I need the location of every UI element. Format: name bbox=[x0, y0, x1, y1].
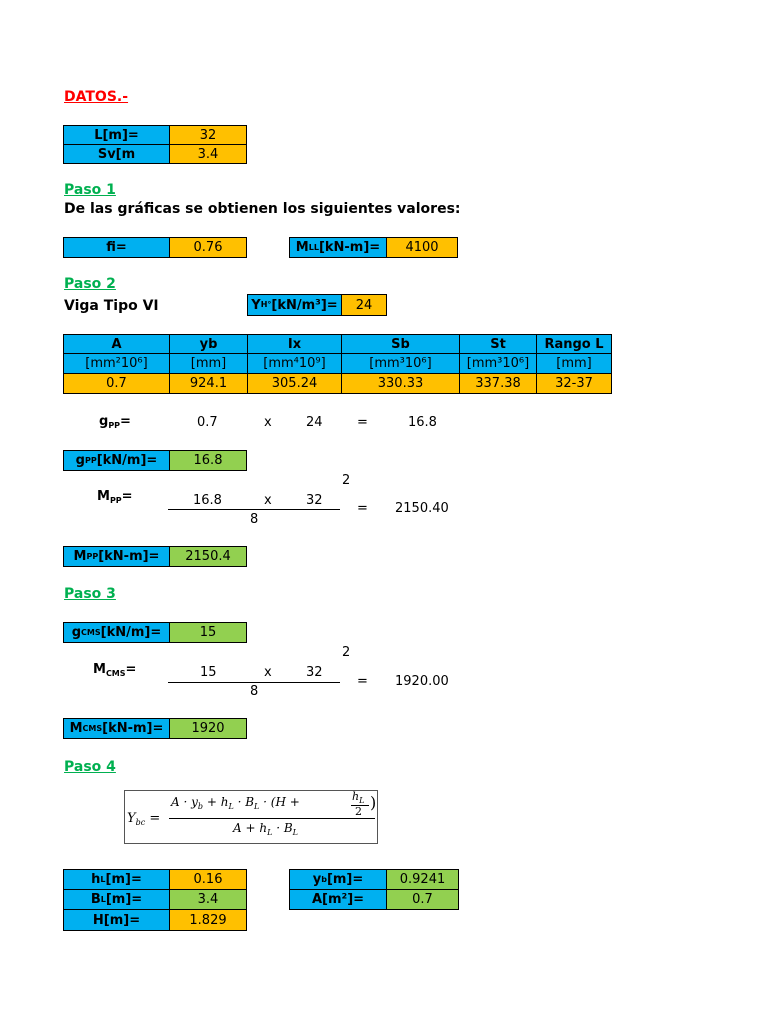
ybc-lhs-sub: bc bbox=[135, 818, 146, 827]
mcms-calc-main: M bbox=[93, 662, 106, 677]
table-header-yb: yb bbox=[169, 334, 248, 354]
gpp-calc-main: g bbox=[99, 414, 109, 429]
paso4-heading: Paso 4 bbox=[64, 759, 116, 775]
paso2-heading: Paso 2 bbox=[64, 276, 116, 292]
h-main: H bbox=[92, 912, 104, 928]
mcms-calc-equals: = bbox=[357, 674, 368, 689]
hl-unit: [m]= bbox=[105, 872, 142, 887]
mpp-fraction-line bbox=[168, 509, 340, 510]
mcms-calc-b: 32 bbox=[306, 665, 323, 680]
table-header-st: St bbox=[459, 334, 537, 354]
gpp-calc-sub: PP bbox=[108, 421, 121, 430]
h-value: 1.829 bbox=[169, 909, 247, 931]
table-unit-yb: [mm] bbox=[169, 353, 248, 374]
gcms-box-label bbox=[63, 622, 170, 643]
yb-unit: [m]= bbox=[326, 872, 364, 887]
datos-sv-label: Sv[m bbox=[63, 144, 170, 164]
mll-value: 4100 bbox=[386, 237, 458, 258]
ybc-lhs-main: Y bbox=[127, 811, 136, 826]
mpp-calc-den: 8 bbox=[250, 512, 259, 527]
yb-sub: b bbox=[321, 874, 327, 884]
gamma-main: Y bbox=[251, 297, 261, 313]
viga-tipo: Viga Tipo VI bbox=[64, 298, 159, 314]
mcms-calc-a: 15 bbox=[200, 665, 217, 680]
datos-sv-value: 3.4 bbox=[169, 144, 247, 164]
fi-value: 0.76 bbox=[169, 237, 247, 258]
fi-label: fi= bbox=[63, 237, 170, 258]
mcms-calc-exp: 2 bbox=[342, 645, 351, 660]
ybc-den-a: A + h bbox=[233, 821, 268, 835]
ybc-num-a: A · y bbox=[171, 795, 198, 809]
mll-label bbox=[289, 237, 387, 258]
mcms-calc-eq: = bbox=[125, 662, 137, 677]
ybc-num-bl: · B bbox=[233, 795, 255, 809]
ybc-frac-top-main: h bbox=[352, 790, 360, 803]
gpp-box-main: g bbox=[75, 453, 85, 468]
datos-l-label: L[m]= bbox=[63, 125, 170, 145]
table-value-a: 0.7 bbox=[63, 373, 170, 394]
mcms-calc-den: 8 bbox=[250, 684, 259, 699]
gcms-box-sub: CMS bbox=[81, 627, 101, 637]
yb-value: 0.9241 bbox=[386, 869, 459, 890]
gpp-calc-result: 16.8 bbox=[408, 415, 437, 430]
mpp-calc-label bbox=[97, 489, 133, 505]
h-label bbox=[63, 909, 170, 931]
gamma-sub: H° bbox=[260, 300, 272, 309]
mpp-calc-exp: 2 bbox=[342, 473, 351, 488]
mcms-box-label bbox=[63, 718, 170, 739]
mpp-box-label bbox=[63, 546, 170, 567]
ybc-num-sub-l2: L bbox=[254, 802, 260, 811]
paso3-heading: Paso 3 bbox=[64, 586, 116, 602]
paso1-heading: Paso 1 bbox=[64, 182, 116, 198]
gpp-box-value: 16.8 bbox=[169, 450, 247, 471]
mpp-box-unit: [kN-m]= bbox=[98, 549, 160, 564]
ybc-eq: = bbox=[149, 811, 161, 826]
ybc-frac-top-sub: L bbox=[359, 796, 365, 805]
table-value-ix: 305.24 bbox=[247, 373, 342, 394]
gamma-unit: [kN/m³]= bbox=[271, 297, 338, 313]
mpp-calc-a: 16.8 bbox=[193, 493, 222, 508]
hl-value: 0.16 bbox=[169, 869, 247, 890]
mcms-box-main: M bbox=[69, 721, 83, 736]
hl-main: h bbox=[91, 872, 101, 887]
mpp-box-value: 2150.4 bbox=[169, 546, 247, 567]
mpp-box-main: M bbox=[73, 549, 87, 564]
gpp-calc-op: x bbox=[264, 415, 272, 430]
mcms-box-sub: CMS bbox=[82, 723, 103, 733]
gcms-box-main: g bbox=[71, 625, 82, 640]
ybc-denominator bbox=[233, 821, 298, 837]
mcms-calc-op: x bbox=[264, 665, 272, 680]
mpp-calc-equals: = bbox=[357, 501, 368, 516]
mll-sub: LL bbox=[308, 242, 319, 252]
gpp-calc-label bbox=[99, 414, 131, 430]
table-value-yb: 924.1 bbox=[169, 373, 248, 394]
table-header-sb: Sb bbox=[341, 334, 460, 354]
ybc-numerator bbox=[171, 795, 300, 811]
table-header-a: A bbox=[63, 334, 170, 354]
datos-l-value: 32 bbox=[169, 125, 247, 145]
table-value-st: 337.38 bbox=[459, 373, 537, 394]
mll-main: M bbox=[295, 240, 309, 255]
ybc-num-sub-b: b bbox=[197, 802, 204, 811]
gpp-calc-a: 0.7 bbox=[197, 415, 218, 430]
mpp-calc-op: x bbox=[264, 493, 272, 508]
mpp-calc-main: M bbox=[97, 489, 110, 504]
mpp-box-sub: PP bbox=[86, 551, 99, 561]
a-label bbox=[289, 889, 387, 910]
mpp-calc-eq: = bbox=[121, 489, 133, 504]
ybc-den-bl: · B bbox=[272, 821, 293, 835]
ybc-close-paren: ) bbox=[370, 793, 377, 812]
ybc-lhs bbox=[127, 811, 160, 827]
table-value-sb: 330.33 bbox=[341, 373, 460, 394]
yb-main: y bbox=[312, 872, 322, 887]
h-unit: [m]= bbox=[103, 912, 141, 928]
bl-sub: L bbox=[100, 894, 106, 904]
ybc-num-hl: + h bbox=[203, 795, 229, 809]
table-header-ix: Ix bbox=[247, 334, 342, 354]
paso1-text: De las gráficas se obtienen los siguientes valores: bbox=[64, 201, 461, 217]
gamma-label bbox=[247, 294, 342, 316]
bl-main: B bbox=[90, 892, 101, 907]
gpp-box-sub: PP bbox=[84, 455, 97, 465]
ybc-den-sub-l: L bbox=[267, 828, 273, 837]
mcms-fraction-line bbox=[168, 682, 340, 683]
hl-sub: L bbox=[100, 874, 106, 884]
mcms-box-unit: [kN-m]= bbox=[102, 721, 164, 736]
table-unit-rango: [mm] bbox=[536, 353, 612, 374]
gcms-box-value: 15 bbox=[169, 622, 247, 643]
hl-label bbox=[63, 869, 170, 890]
ybc-den-sub-l2: L bbox=[292, 828, 298, 837]
ybc-frac-bottom: 2 bbox=[355, 805, 362, 818]
ybc-num-h: · (H + bbox=[259, 795, 300, 809]
gpp-calc-b: 24 bbox=[306, 415, 323, 430]
mpp-calc-b: 32 bbox=[306, 493, 323, 508]
a-value: 0.7 bbox=[386, 889, 459, 910]
mll-unit: [kN-m]= bbox=[318, 240, 381, 255]
gpp-calc-eq: = bbox=[120, 414, 131, 429]
gcms-box-unit: [kN/m]= bbox=[100, 625, 162, 640]
gamma-value: 24 bbox=[341, 294, 387, 316]
gpp-box-unit: [kN/m]= bbox=[96, 453, 158, 468]
ybc-formula-box bbox=[124, 790, 378, 844]
mcms-calc-sub: CMS bbox=[105, 669, 126, 678]
bl-value: 3.4 bbox=[169, 889, 247, 910]
ybc-main-fraction-line bbox=[169, 818, 375, 819]
bl-unit: [m]= bbox=[105, 892, 143, 907]
a-main: A bbox=[311, 892, 323, 907]
yb-label bbox=[289, 869, 387, 890]
mpp-calc-sub: PP bbox=[109, 496, 122, 505]
mcms-calc-label bbox=[93, 662, 136, 678]
mcms-calc-result: 1920.00 bbox=[395, 674, 449, 689]
ybc-inner-fraction bbox=[352, 790, 364, 805]
bl-label bbox=[63, 889, 170, 910]
table-value-rango: 32-37 bbox=[536, 373, 612, 394]
ybc-num-sub-l: L bbox=[228, 802, 234, 811]
table-unit-st: [mm³10⁶] bbox=[459, 353, 537, 374]
gpp-calc-equals: = bbox=[357, 415, 368, 430]
table-unit-sb: [mm³10⁶] bbox=[341, 353, 460, 374]
mcms-box-value: 1920 bbox=[169, 718, 247, 739]
mpp-calc-result: 2150.40 bbox=[395, 501, 449, 516]
gpp-box-label bbox=[63, 450, 170, 471]
datos-heading: DATOS.- bbox=[64, 89, 129, 105]
table-unit-ix: [mm⁴10⁹] bbox=[247, 353, 342, 374]
table-header-rango: Rango L bbox=[536, 334, 612, 354]
a-unit: [m²]= bbox=[322, 892, 365, 907]
table-unit-a: [mm²10⁶] bbox=[63, 353, 170, 374]
